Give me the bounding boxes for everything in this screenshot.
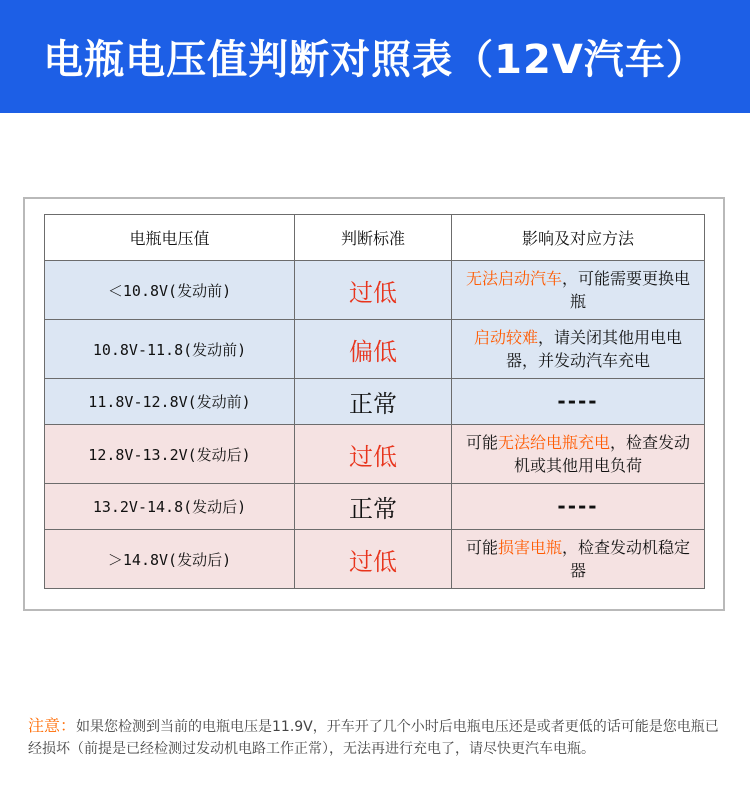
judgment-cell: 正常 <box>295 484 452 530</box>
effect-highlight: 无法给电瓶充电 <box>497 433 610 452</box>
effect-highlight: 损害电瓶 <box>497 538 562 557</box>
effect-cell <box>452 530 705 589</box>
effect-cell <box>452 379 705 425</box>
voltage-cell: 13.2V-14.8(发动后) <box>45 484 295 530</box>
note-text: 如果您检测到当前的电瓶电压是11.9V，开车开了几个小时后电瓶电压还是或者更低的话可能是您电瓶已经损坏（前提是已经检测过发动机电路工作正常），无法再进行充电了，请尽快更汽车电瓶。 <box>28 719 719 757</box>
voltage-cell: 10.8V-11.8(发动前) <box>45 320 295 379</box>
note-label: 注意： <box>28 716 77 735</box>
table-row <box>45 425 705 484</box>
note-paragraph <box>28 715 728 760</box>
header-voltage: 电瓶电压值 <box>45 215 295 261</box>
judgment-cell: 过低 <box>295 530 452 589</box>
effect-text: ，可能需要更换电瓶 <box>562 269 691 311</box>
judgment-cell: 偏低 <box>295 320 452 379</box>
header-effect: 影响及对应方法 <box>452 215 705 261</box>
voltage-cell: 11.8V-12.8V(发动前) <box>45 379 295 425</box>
effect-text: ---- <box>557 494 599 518</box>
voltage-table <box>44 214 705 589</box>
effect-cell <box>452 425 705 484</box>
table-row <box>45 484 705 530</box>
page-title: 电瓶电压值判断对照表（12V汽车） <box>43 37 707 83</box>
effect-prefix: 可能 <box>465 433 498 452</box>
table-row <box>45 530 705 589</box>
voltage-cell: ＞14.8V(发动后) <box>45 530 295 589</box>
table-header-row <box>45 215 705 261</box>
judgment-cell: 过低 <box>295 425 452 484</box>
effect-highlight: 无法启动汽车 <box>465 269 562 288</box>
effect-text: ---- <box>557 389 599 413</box>
effect-highlight: 启动较难 <box>473 328 538 347</box>
table-row <box>45 320 705 379</box>
table-row <box>45 379 705 425</box>
effect-prefix: 可能 <box>465 538 498 557</box>
judgment-cell: 过低 <box>295 261 452 320</box>
judgment-cell: 正常 <box>295 379 452 425</box>
header-judgment: 判断标准 <box>295 215 452 261</box>
effect-text: ，请关闭其他用电电器，并发动汽车充电 <box>505 328 683 370</box>
voltage-cell: 12.8V-13.2V(发动后) <box>45 425 295 484</box>
title-banner <box>0 0 750 113</box>
voltage-cell: ＜10.8V(发动前) <box>45 261 295 320</box>
effect-cell <box>452 320 705 379</box>
effect-cell <box>452 484 705 530</box>
table-row <box>45 261 705 320</box>
effect-cell <box>452 261 705 320</box>
effect-text: ，检查发动机稳定器 <box>562 538 691 580</box>
effect-text: ，检查发动机或其他用电负荷 <box>513 433 691 475</box>
